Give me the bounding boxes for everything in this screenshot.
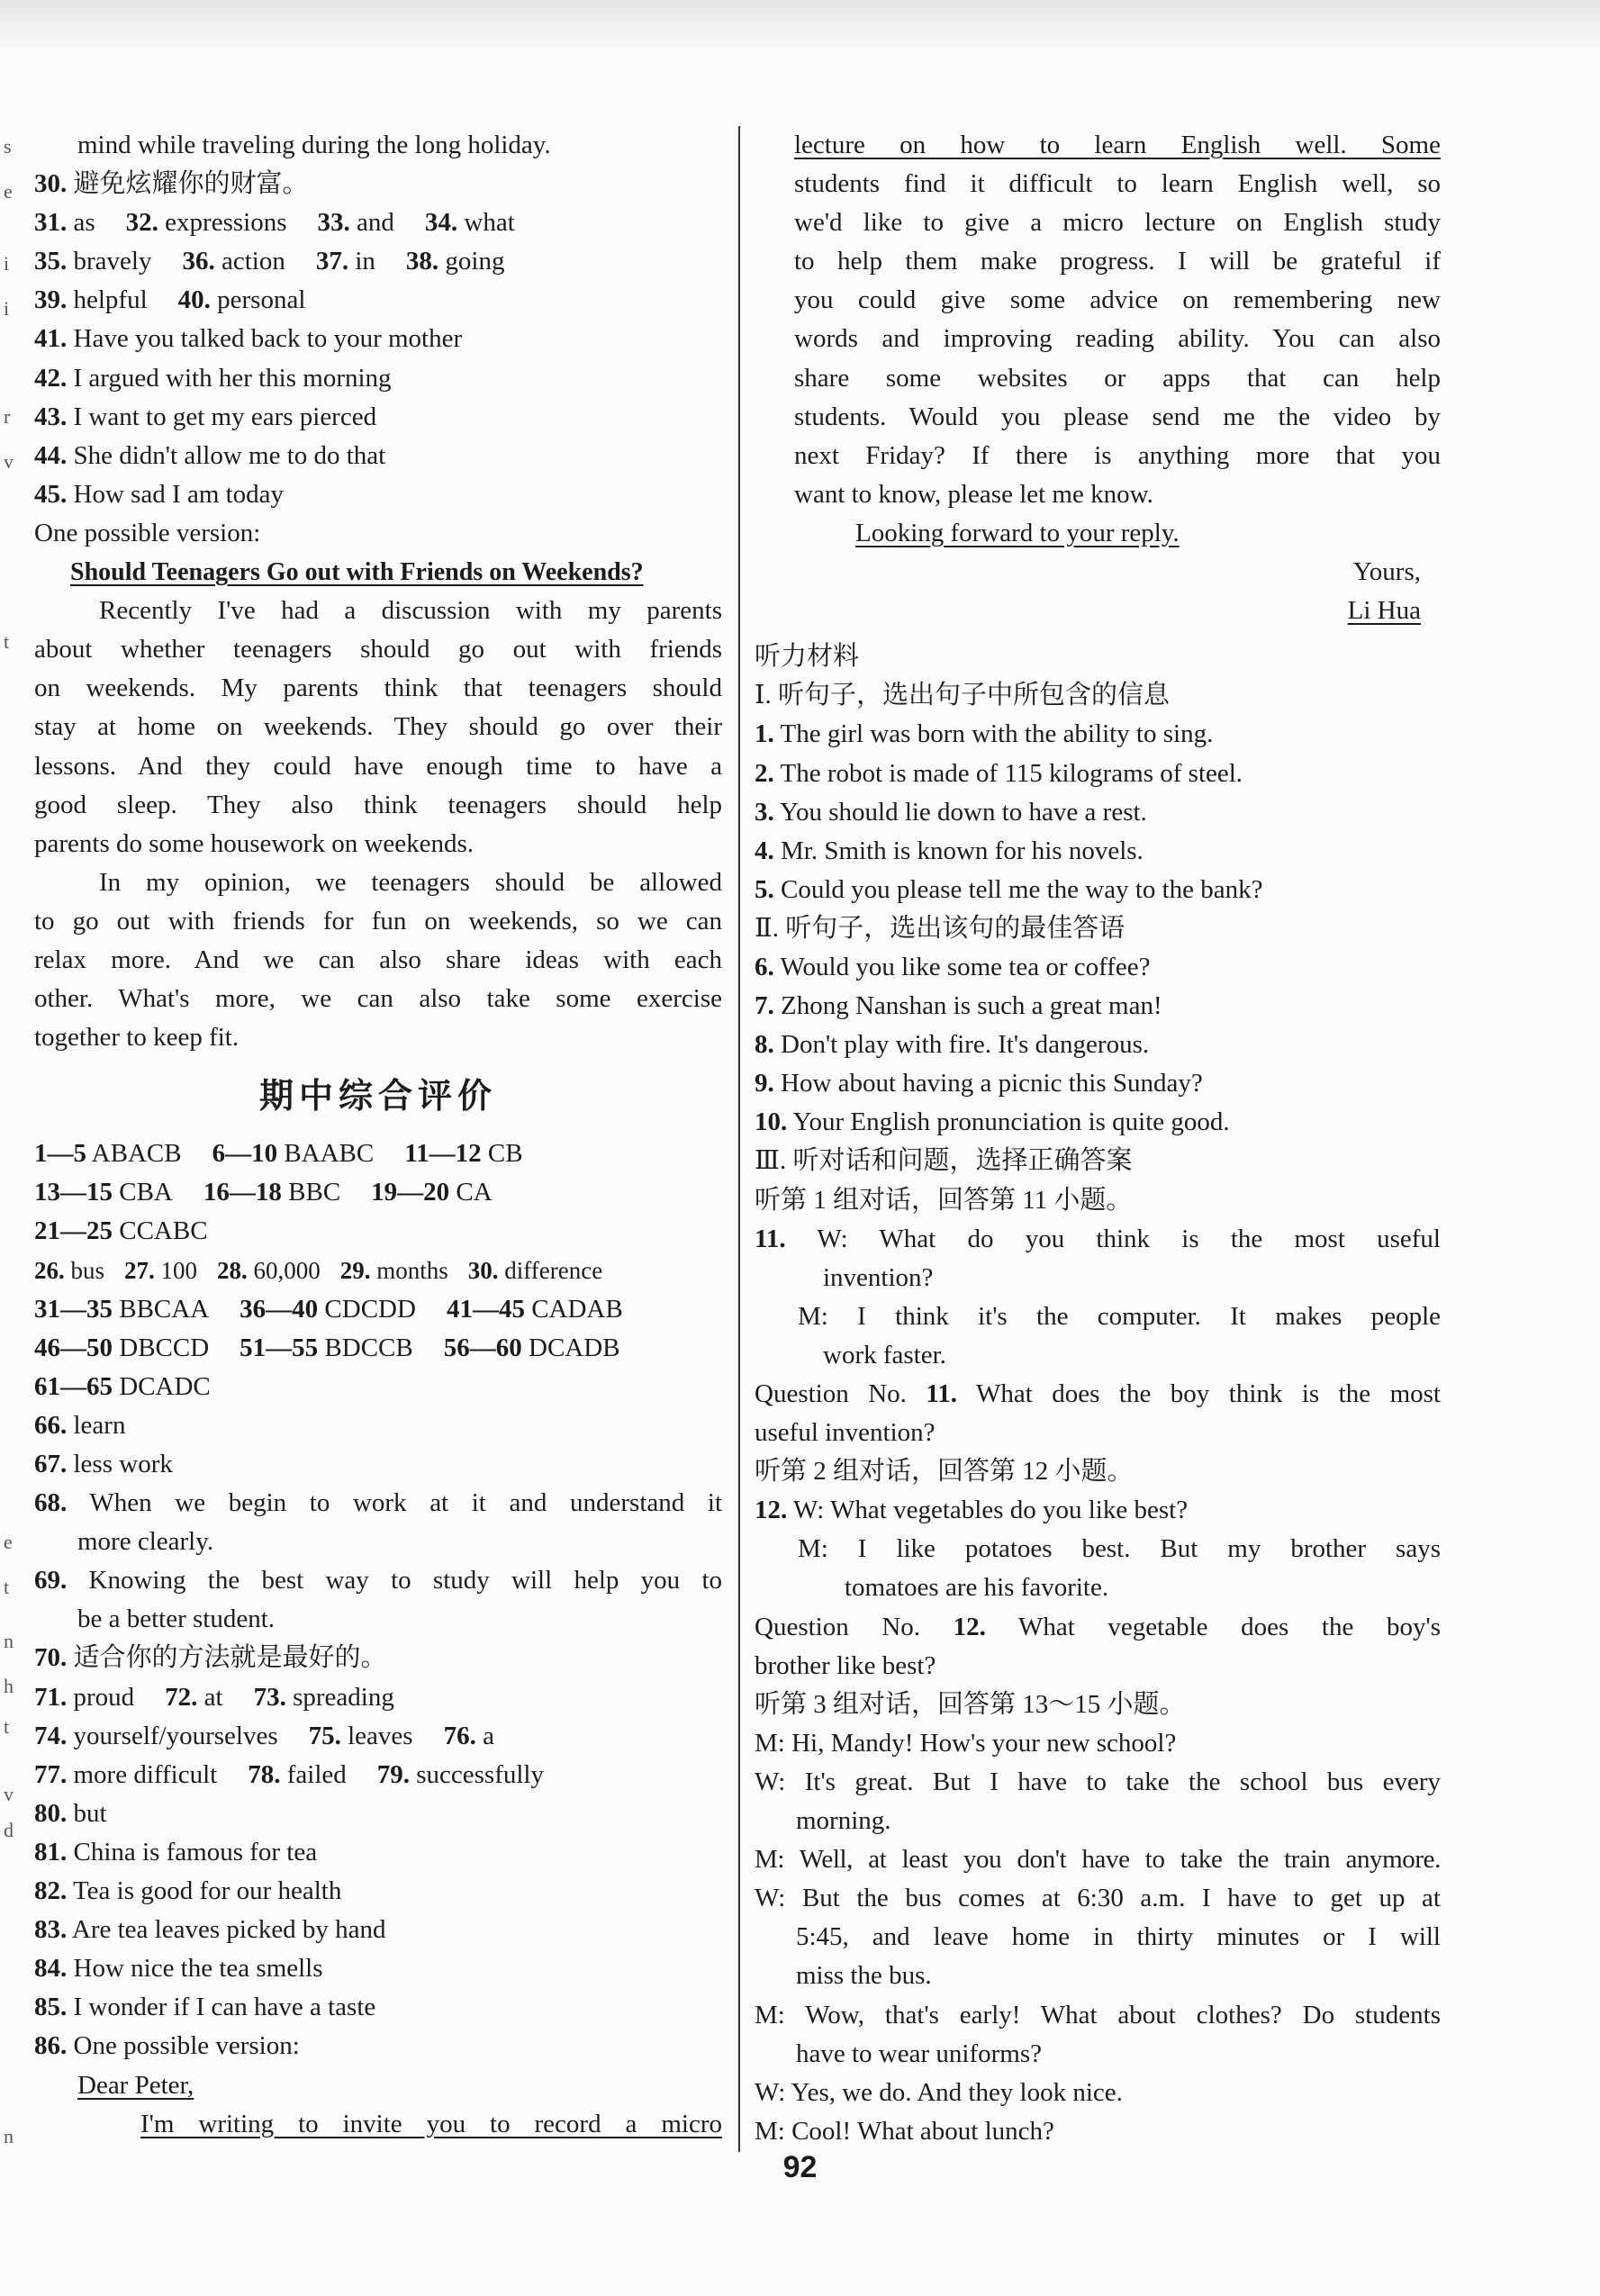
- dialog-line: invention?: [823, 1262, 934, 1292]
- answer-line: [34, 1678, 722, 1717]
- item-number: 5.: [755, 874, 774, 904]
- answer-text: 避免炫耀你的财富。: [73, 169, 309, 199]
- letter-line: share some websites or apps that can help: [794, 363, 1441, 393]
- answer-text: difference: [504, 1256, 603, 1284]
- dialog-line: M: Well, at least you don't have to take the train anymore.: [755, 1845, 1441, 1875]
- dialog-intro: 听第 1 组对话，回答第 11 小题。: [755, 1185, 1133, 1215]
- page-number: 92: [782, 2150, 818, 2184]
- item-text: Zhong Nanshan is such a great man!: [781, 991, 1162, 1021]
- item-text: Would you like some tea or coffee?: [780, 952, 1151, 981]
- essay-line: together to keep fit.: [34, 1023, 240, 1053]
- answer-text: successfully: [416, 1759, 544, 1789]
- section-title: 期中综合评价: [258, 1078, 497, 1116]
- answer-text: DCADC: [119, 1371, 211, 1401]
- answer-number: 19—20: [371, 1178, 450, 1207]
- item-text: Could you please tell me the way to the bank?: [781, 874, 1263, 904]
- essay-line: Recently I've had a discussion with my parents: [99, 596, 722, 626]
- column-divider: [738, 126, 740, 2152]
- dialog-intro: 听第 2 组对话，回答第 12 小题。: [755, 1457, 1134, 1487]
- left-column: [34, 126, 722, 2144]
- answer-text: Knowing the best way to study will help you to: [88, 1566, 723, 1595]
- answer-number: 37.: [315, 247, 349, 276]
- answer-line: [34, 1368, 722, 1406]
- answer-number: 78.: [248, 1759, 281, 1789]
- answer-number: 38.: [405, 247, 439, 276]
- item-text: Your English pronunciation is quite good.: [792, 1107, 1230, 1137]
- answer-number: 45.: [34, 479, 68, 509]
- answer-line: [34, 1484, 722, 1523]
- answer-text: going: [445, 247, 505, 276]
- answer-number: 79.: [376, 1759, 410, 1789]
- answer-text: yourself/yourselves: [73, 1721, 278, 1750]
- answer-text: proud: [73, 1682, 135, 1712]
- item-text: The girl was born with the ability to sing.: [780, 719, 1214, 749]
- item-number: 1.: [755, 719, 774, 749]
- answer-text: CCABC: [119, 1216, 208, 1246]
- letter-line: lecture on how to learn English well. Some: [794, 131, 1441, 159]
- answer-number: 70.: [34, 1643, 68, 1673]
- margin-mark: t: [4, 1576, 10, 1598]
- answer-text: leaves: [348, 1721, 413, 1750]
- answer-line: [34, 1639, 722, 1677]
- answer-text: When we begin to work at it and understand it: [89, 1488, 722, 1518]
- answer-text: CA: [456, 1178, 493, 1207]
- answer-number: 16—18: [203, 1178, 282, 1207]
- question-line: [755, 1375, 1441, 1414]
- answer-text: months: [376, 1256, 448, 1284]
- essay-line: stay at home on weekends. They should go over their: [34, 712, 722, 742]
- answer-number: 30.: [467, 1256, 499, 1284]
- answer-number: 40.: [177, 285, 211, 315]
- answer-line: [34, 1717, 722, 1756]
- listening-item: [755, 715, 1441, 754]
- essay-title: Should Teenagers Go out with Friends on Weekends?: [70, 558, 644, 587]
- letter-line: students find it difficult to learn English well, so: [794, 169, 1441, 199]
- item-number: 4.: [755, 836, 774, 865]
- listening-title: 听力材料: [755, 642, 860, 672]
- text-line: mind while traveling during the long holiday.: [77, 131, 551, 159]
- answer-number: 26.: [34, 1256, 65, 1284]
- answer-number: 80.: [34, 1798, 68, 1828]
- answer-text: helpful: [73, 285, 148, 315]
- letter-line: to help them make progress. I will be grateful if: [794, 247, 1441, 276]
- answer-number: 36—40: [240, 1294, 319, 1324]
- answer-text: and: [357, 208, 394, 238]
- dialog-line: M: Wow, that's early! What about clothes? Do students: [755, 2000, 1441, 2029]
- answer-text: I wonder if I can have a taste: [73, 1993, 376, 2022]
- essay-line: parents do some housework on weekends.: [34, 828, 475, 858]
- question-text: What vegetable does the boy's: [1018, 1612, 1441, 1641]
- dialog-line: miss the bus.: [796, 1961, 932, 1991]
- essay-line: on weekends. My parents think that teenagers should: [34, 673, 722, 703]
- part-title: Ⅲ. 听对话和问题，选择正确答案: [755, 1146, 1133, 1176]
- essay-line: to go out with friends for fun on weekends, so we can: [34, 906, 722, 936]
- answer-text: BBC: [288, 1178, 341, 1207]
- dialog-line: work faster.: [823, 1340, 946, 1369]
- answer-text: How nice the tea smells: [73, 1954, 323, 1984]
- dialog-text: W: What vegetables do you like best?: [792, 1496, 1189, 1525]
- answer-text: Have you talked back to your mother: [73, 324, 463, 354]
- answer-number: 6—10: [212, 1139, 278, 1169]
- essay-line: about whether teenagers should go out with friends: [34, 635, 722, 664]
- answer-number: 51—55: [240, 1333, 319, 1362]
- answer-text: less work: [73, 1450, 173, 1478]
- answer-number: 84.: [34, 1954, 68, 1984]
- letter-line: want to know, please let me know.: [794, 479, 1153, 509]
- margin-mark: d: [4, 1819, 14, 1841]
- answer-line: [34, 1833, 722, 1872]
- dialog-line: have to wear uniforms?: [796, 2038, 1042, 2068]
- letter-closing: Looking forward to your reply.: [855, 518, 1180, 547]
- margin-mark: i: [4, 297, 10, 320]
- answer-text: BDCCB: [324, 1333, 413, 1362]
- answer-text: bravely: [73, 247, 152, 276]
- answer-number: 83.: [34, 1915, 68, 1945]
- question-line: [755, 1608, 1441, 1647]
- answer-number: 11—12: [404, 1139, 482, 1169]
- answer-number: 74.: [34, 1721, 68, 1750]
- answer-number: 32.: [125, 208, 158, 238]
- answer-text: CDCDD: [324, 1294, 416, 1324]
- answer-text: Tea is good for our health: [72, 1876, 342, 1906]
- answer-number: 68.: [34, 1488, 68, 1518]
- dialog-line: [755, 1220, 1441, 1259]
- answer-text: 60,000: [253, 1256, 321, 1284]
- item-number: 12.: [953, 1612, 986, 1641]
- answer-number: 41—45: [446, 1294, 525, 1324]
- answer-text: China is famous for tea: [73, 1837, 318, 1867]
- essay-line: other. What's more, we can also take some exercise: [34, 984, 722, 1014]
- answer-line: [34, 1406, 722, 1445]
- answer-line: [34, 1134, 722, 1173]
- item-number: 6.: [755, 952, 774, 981]
- essay-line: good sleep. They also think teenagers should help: [34, 790, 722, 819]
- answer-number: 1—5: [34, 1139, 86, 1169]
- item-number: 8.: [755, 1030, 774, 1060]
- answer-number: 29.: [339, 1256, 371, 1284]
- answer-text: 100: [160, 1256, 198, 1284]
- answer-text: expressions: [165, 208, 287, 238]
- margin-mark: v: [4, 450, 14, 473]
- listening-item: [755, 987, 1441, 1026]
- answer-text: in: [355, 247, 375, 276]
- letter-signature: Li Hua: [1347, 596, 1421, 626]
- dialog-line: tomatoes are his favorite.: [845, 1573, 1109, 1603]
- answer-text: failed: [286, 1759, 347, 1789]
- dialog-line: W: It's great. But I have to take the school bus every: [755, 1767, 1441, 1796]
- answer-line: [34, 1756, 722, 1794]
- answer-number: 33.: [317, 208, 350, 238]
- answer-text: action: [221, 247, 285, 276]
- listening-item: [755, 948, 1441, 987]
- essay-line: relax more. And we can also share ideas with each: [34, 945, 722, 974]
- scan-shadow: [0, 0, 1600, 54]
- answer-text: BAABC: [284, 1139, 375, 1169]
- answer-number: 85.: [34, 1993, 68, 2022]
- answer-number: 75.: [308, 1721, 341, 1750]
- item-text: The robot is made of 115 kilograms of steel.: [780, 758, 1243, 788]
- answer-number: 66.: [34, 1410, 68, 1440]
- version-label: One possible version:: [34, 518, 261, 547]
- item-number: 11.: [926, 1379, 958, 1408]
- answer-line: [34, 359, 722, 398]
- answer-number: 44.: [34, 440, 68, 470]
- item-text: Mr. Smith is known for his novels.: [781, 836, 1144, 865]
- answer-line: [34, 1173, 722, 1212]
- question-line: useful invention?: [755, 1418, 936, 1448]
- answer-number: 61—65: [34, 1371, 113, 1401]
- margin-mark: i: [4, 252, 10, 275]
- answer-number: 41.: [34, 324, 68, 354]
- answer-number: 13—15: [34, 1178, 113, 1207]
- answer-number: 46—50: [34, 1333, 113, 1362]
- answer-line: [34, 1290, 722, 1329]
- answer-number: 72.: [165, 1682, 198, 1712]
- answer-line: [34, 1212, 722, 1251]
- letter-line: we'd like to give a micro lecture on English study: [794, 208, 1441, 238]
- answer-number: 36.: [182, 247, 215, 276]
- answer-text: CADAB: [531, 1294, 623, 1324]
- answer-number: 39.: [34, 285, 68, 315]
- part-title: Ⅱ. 听句子，选出该句的最佳答语: [755, 913, 1125, 943]
- dialog-intro: 听第 3 组对话，回答第 13～15 小题。: [755, 1689, 1186, 1719]
- answer-line: [34, 320, 722, 358]
- item-number: 11.: [755, 1224, 786, 1253]
- item-number: 9.: [755, 1069, 774, 1098]
- listening-item: [755, 1103, 1441, 1142]
- answer-number: 56—60: [443, 1333, 522, 1362]
- answer-line: [34, 1252, 722, 1290]
- essay-line: In my opinion, we teenagers should be allowed: [99, 867, 722, 897]
- answer-line: [34, 1561, 722, 1600]
- letter-line: words and improving reading ability. You can also: [794, 324, 1441, 354]
- answer-line: [34, 1949, 722, 1988]
- answer-continuation: more clearly.: [77, 1527, 214, 1557]
- margin-mark: t: [4, 630, 10, 653]
- answer-number: 77.: [34, 1759, 68, 1789]
- margin-mark: r: [4, 405, 11, 428]
- dialog-text: W: What do you think is the most useful: [817, 1224, 1441, 1253]
- answer-text: CB: [487, 1139, 523, 1169]
- answer-line: [34, 398, 722, 437]
- answer-number: 42.: [34, 363, 68, 393]
- answer-text: learn: [73, 1410, 126, 1440]
- answer-number: 71.: [34, 1682, 68, 1712]
- dialog-line: [755, 1491, 1441, 1530]
- margin-mark: h: [4, 1675, 14, 1697]
- item-number: 3.: [755, 797, 774, 827]
- answer-text: I want to get my ears pierced: [73, 402, 377, 431]
- item-number: 2.: [755, 758, 774, 788]
- answer-text: She didn't allow me to do that: [73, 440, 386, 470]
- margin-mark: v: [4, 1783, 14, 1805]
- dialog-line: M: I like potatoes best. But my brother says: [798, 1534, 1441, 1564]
- answer-text: CBA: [119, 1178, 173, 1207]
- item-text: How about having a picnic this Sunday?: [781, 1069, 1203, 1098]
- margin-mark: t: [4, 1715, 10, 1738]
- item-number: 10.: [755, 1107, 788, 1137]
- margin-mark: n: [4, 1630, 14, 1652]
- answer-line: [34, 1988, 722, 2027]
- item-number: 12.: [755, 1496, 788, 1525]
- answer-continuation: be a better student.: [77, 1604, 276, 1634]
- question-label: Question No.: [755, 1612, 921, 1641]
- margin-mark: n: [4, 2125, 14, 2147]
- answer-number: 67.: [34, 1450, 68, 1478]
- answer-line: [34, 281, 722, 320]
- answer-text: but: [73, 1798, 107, 1828]
- answer-line: [34, 165, 722, 203]
- answer-number: 27.: [124, 1256, 155, 1284]
- answer-line: [34, 475, 722, 514]
- dialog-line: morning.: [796, 1806, 891, 1836]
- letter-line: you could give some advice on remembering new: [794, 285, 1441, 315]
- answer-line: [34, 1329, 722, 1368]
- listening-item: [755, 793, 1441, 832]
- letter-line: next Friday? If there is anything more that you: [794, 440, 1441, 470]
- answer-text: a: [483, 1721, 494, 1750]
- question-label: Question No.: [755, 1379, 907, 1408]
- answer-line: [34, 1794, 722, 1833]
- answer-line: [34, 1872, 722, 1911]
- listening-item: [755, 871, 1441, 909]
- dialog-line: W: But the bus comes at 6:30 a.m. I have to get up at: [755, 1884, 1441, 1913]
- margin-mark: e: [4, 180, 13, 203]
- letter-line: I'm writing to invite you to record a micro: [140, 2109, 722, 2138]
- answer-number: 35.: [34, 247, 68, 276]
- answer-number: 82.: [34, 1876, 68, 1906]
- answer-number: 86.: [34, 2031, 68, 2061]
- answer-number: 43.: [34, 402, 68, 431]
- answer-text: ABACB: [91, 1139, 182, 1169]
- right-column: [755, 126, 1441, 2151]
- answer-text: personal: [217, 285, 306, 315]
- answer-text: How sad I am today: [73, 479, 285, 509]
- answer-number: 81.: [34, 1837, 68, 1867]
- answer-text: what: [464, 208, 515, 238]
- dialog-line: M: I think it's the computer. It makes people: [798, 1301, 1441, 1331]
- margin-mark: e: [4, 1531, 13, 1553]
- answer-line: [34, 2027, 722, 2065]
- answer-number: 31.: [34, 208, 68, 238]
- essay-line: lessons. And they could have enough time to have a: [34, 751, 722, 781]
- answer-text: more difficult: [73, 1759, 218, 1789]
- item-text: Don't play with fire. It's dangerous.: [781, 1030, 1150, 1060]
- letter-signoff: Yours,: [1352, 557, 1421, 587]
- dialog-line: 5:45, and leave home in thirty minutes or I will: [796, 1922, 1441, 1952]
- answer-text: BBCAA: [119, 1294, 210, 1324]
- margin-mark: s: [4, 135, 12, 158]
- answer-text: Are tea leaves picked by hand: [71, 1915, 386, 1945]
- answer-text: DCADB: [529, 1333, 620, 1362]
- answer-text: 适合你的方法就是最好的。: [73, 1643, 387, 1673]
- dialog-line: M: Cool! What about lunch?: [755, 2116, 1054, 2146]
- listening-item: [755, 755, 1441, 793]
- item-number: 7.: [755, 991, 774, 1021]
- answer-line: [34, 1911, 722, 1949]
- dialog-line: W: Yes, we do. And they look nice.: [755, 2077, 1123, 2107]
- answer-text: as: [73, 208, 95, 238]
- listening-item: [755, 832, 1441, 871]
- answer-text: I argued with her this morning: [73, 363, 392, 393]
- answer-number: 69.: [34, 1566, 68, 1595]
- answer-line: [34, 242, 722, 281]
- answer-number: 30.: [34, 169, 68, 199]
- question-line: brother like best?: [755, 1650, 936, 1680]
- answer-number: 31—35: [34, 1294, 113, 1324]
- question-text: What does the boy think is the most: [975, 1379, 1441, 1408]
- part-title: Ⅰ. 听句子，选出句子中所包含的信息: [755, 681, 1170, 710]
- listening-item: [755, 1026, 1441, 1064]
- letter-greeting: Dear Peter,: [77, 2070, 194, 2100]
- answer-number: 73.: [253, 1682, 286, 1712]
- listening-item: [755, 1064, 1441, 1103]
- letter-line: students. Would you please send me the video by: [794, 402, 1441, 431]
- answer-text: spreading: [293, 1682, 394, 1712]
- answer-number: 34.: [424, 208, 458, 238]
- answer-number: 76.: [443, 1721, 476, 1750]
- answer-line: [34, 203, 722, 242]
- answer-text: One possible version:: [73, 2031, 300, 2061]
- answer-text: DBCCD: [119, 1333, 210, 1362]
- answer-line: [34, 1445, 722, 1484]
- answer-line: [34, 437, 722, 475]
- answer-text: bus: [70, 1256, 105, 1284]
- answer-text: at: [203, 1682, 223, 1712]
- answer-number: 21—25: [34, 1216, 113, 1246]
- answer-number: 28.: [217, 1256, 248, 1284]
- dialog-line: M: Hi, Mandy! How's your new school?: [755, 1728, 1177, 1758]
- item-text: You should lie down to have a rest.: [779, 797, 1147, 827]
